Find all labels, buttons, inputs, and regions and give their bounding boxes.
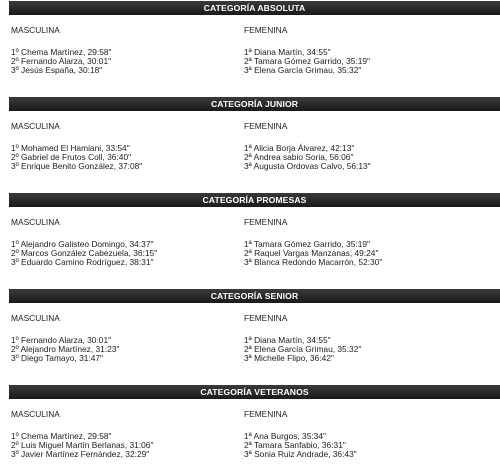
female-header: FEMENINA [244,25,288,35]
result-entry: 1º Chema Martínez, 29:58" [11,47,112,58]
result-entry: 1ª Alicia Borja Álvarez, 42:13" [244,143,355,154]
result-entry: 3ª Blanca Redondo Macarrón, 52:30" [244,257,383,268]
result-entry: 3º Diego Tamayo, 31:47" [11,353,104,364]
male-header: MASCULINA [11,217,60,227]
result-entry: 3º Javier Martínez Fernández, 32:29" [11,449,150,460]
result-entry: 2º Marcos González Cabezuela, 36:15" [11,248,158,259]
result-entry: 1º Fernando Alarza, 30:01" [11,335,112,346]
female-results [244,26,370,75]
male-header: MASCULINA [11,313,60,323]
male-header: MASCULINA [11,409,60,419]
female-header: FEMENINA [244,217,288,227]
female-header: FEMENINA [244,409,288,419]
female-results [244,218,382,267]
male-results [11,26,112,75]
result-entry: 3ª Michelle Flipo, 36:42" [244,353,334,364]
result-entry: 2ª Tamara Gómez Garrido, 35:19" [244,56,371,67]
result-entry: 2º Fernando Alarza, 30:01" [11,56,112,67]
female-header: FEMENINA [244,313,288,323]
category-title-bar: CATEGORÍA SENIOR [9,289,500,303]
result-entry: 2ª Raquel Vargas Manzanas, 49:24" [244,248,379,259]
result-entry: 2ª Elena García Grimau, 35:32" [244,344,362,355]
result-entry: 1ª Diana Martín, 34:55" [244,47,331,58]
result-entry: 2ª Tamara Sanfabio, 36:31" [244,440,346,451]
result-entry: 3ª Sonia Ruiz Andrade, 36:43" [244,449,357,460]
result-entry: 1ª Tamara Gómez Garrido, 35:19" [244,239,371,250]
female-header: FEMENINA [244,121,288,131]
result-entry: 2ª Andrea sabio Soria, 56:06" [244,152,354,163]
result-entry: 3ª Elena García Grimau, 35:32" [244,65,362,76]
result-entry: 3º Enrique Benito González, 37:08" [11,161,143,172]
male-results [11,410,153,459]
result-entry: 1ª Ana Burgos, 35:34" [244,431,326,442]
male-header: MASCULINA [11,25,60,35]
result-entry: 1º Alejandro Galisteo Domingo, 34:37" [11,239,154,250]
result-entry: 3º Eduardo Camino Rodríguez, 38:31" [11,257,154,268]
result-entry: 3ª Augusta Ordovas Calvo, 56:13" [244,161,371,172]
female-results [244,314,361,363]
result-entry: 3º Jesús España, 30:18" [11,65,103,76]
male-results [11,218,157,267]
female-results [244,410,357,459]
result-entry: 1º Mohamed El Hamiani, 33:54" [11,143,130,154]
category-title-bar: CATEGORÍA ABSOLUTA [9,1,500,15]
result-entry: 1ª Diana Martín, 34:55" [244,335,331,346]
male-results [11,122,142,171]
category-title-bar: CATEGORÍA JUNIOR [9,97,500,111]
category-title-bar: CATEGORÍA PROMESAS [9,193,500,207]
female-results [244,122,371,171]
category-title-bar: CATEGORÍA VETERANOS [9,385,500,399]
result-entry: 1º Chema Martínez, 29:58" [11,431,112,442]
male-header: MASCULINA [11,121,60,131]
result-entry: 2º Gabriel de Frutos Coll, 36:40" [11,152,132,163]
result-entry: 2º Luis Miguel Martín Berlanas, 31:06" [11,440,154,451]
male-results [11,314,119,363]
result-entry: 2º Alejandro Martínez, 31:23" [11,344,120,355]
